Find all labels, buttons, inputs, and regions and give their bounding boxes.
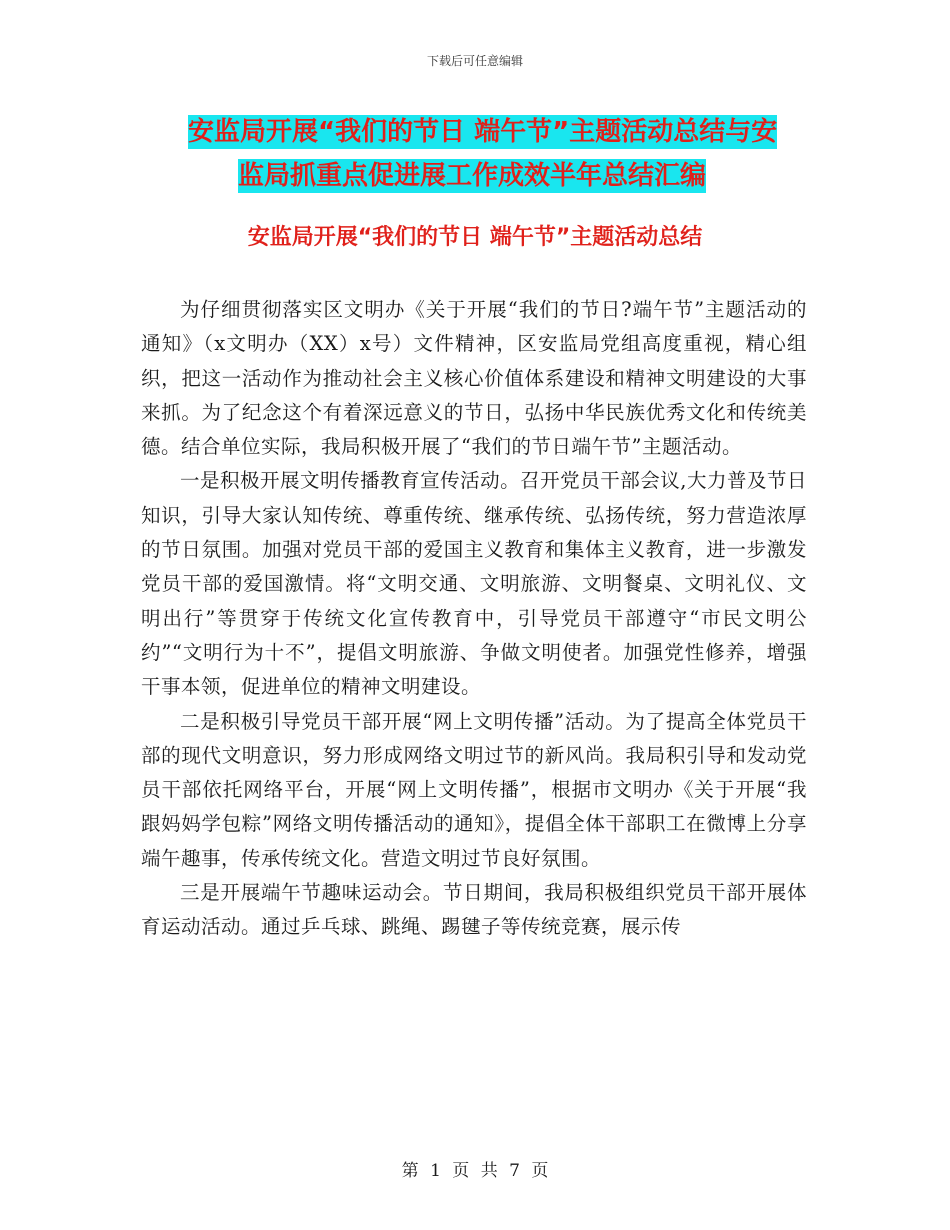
paragraph: 为仔细贯彻落实区文明办《关于开展“我们的节日?端午节”主题活动的通知》（x文明办（XX）x号）文件精神，区安监局党组高度重视，精心组织，把这一活动作为推动社会主义核心价值体系建设和精神文明建设的大事来抓。为了纪念这个有着深远意义的节日，弘扬中华民族优秀文化和传统美德。结合单位实际，我局积极开展了“我们的节日端午节”主题活动。: [141, 298, 807, 459]
paragraph: 三是开展端午节趣味运动会。节日期间，我局积极组织党员干部开展体育运动活动。通过乒乓球、跳绳、踢毽子等传统竞赛，展示传: [141, 881, 807, 939]
paragraph: 一是积极开展文明传播教育宣传活动。召开党员干部会议,大力普及节日知识，引导大家认知传统、尊重传统、继承传统、弘扬传统，努力营造浓厚的节日氛围。加强对党员干部的爱国主义教育和集体主义教育，进一步激发党员干部的爱国激情。将“文明交通、文明旅游、文明餐桌、文明礼仪、文明出行”等贯穿于传统文化宣传教育中，引导党员干部遵守“市民文明公约”“文明行为十不”，提倡文明旅游、争做文明使者。加强党性修养，增强干事本领，促进单位的精神文明建设。: [141, 469, 807, 699]
title-line-2: 监局抓重点促进展工作成效半年总结汇编: [238, 161, 707, 191]
document-title: [188, 110, 828, 198]
section-title: 安监局开展“我们的节日 端午节”主题活动总结: [247, 225, 703, 250]
page-footer: 第 1 页 共 7 页: [401, 1161, 549, 1181]
title-line-1: 安监局开展“我们的节日 端午节”主题活动总结与安: [188, 117, 778, 147]
page-header: 下载后可任意编辑: [426, 54, 523, 68]
paragraph: 二是积极引导党员干部开展“网上文明传播”活动。为了提高全体党员干部的现代文明意识，努力形成网络文明过节的新风尚。我局积引导和发动党员干部依托网络平台，开展“网上文明传播”，根据市文明办《关于开展“我跟妈妈学包粽”网络文明传播活动的通知》，提倡全体干部职工在微博上分享端午趣事，传承传统文化。营造文明过节良好氛围。: [141, 709, 807, 870]
document-body: [141, 293, 807, 945]
